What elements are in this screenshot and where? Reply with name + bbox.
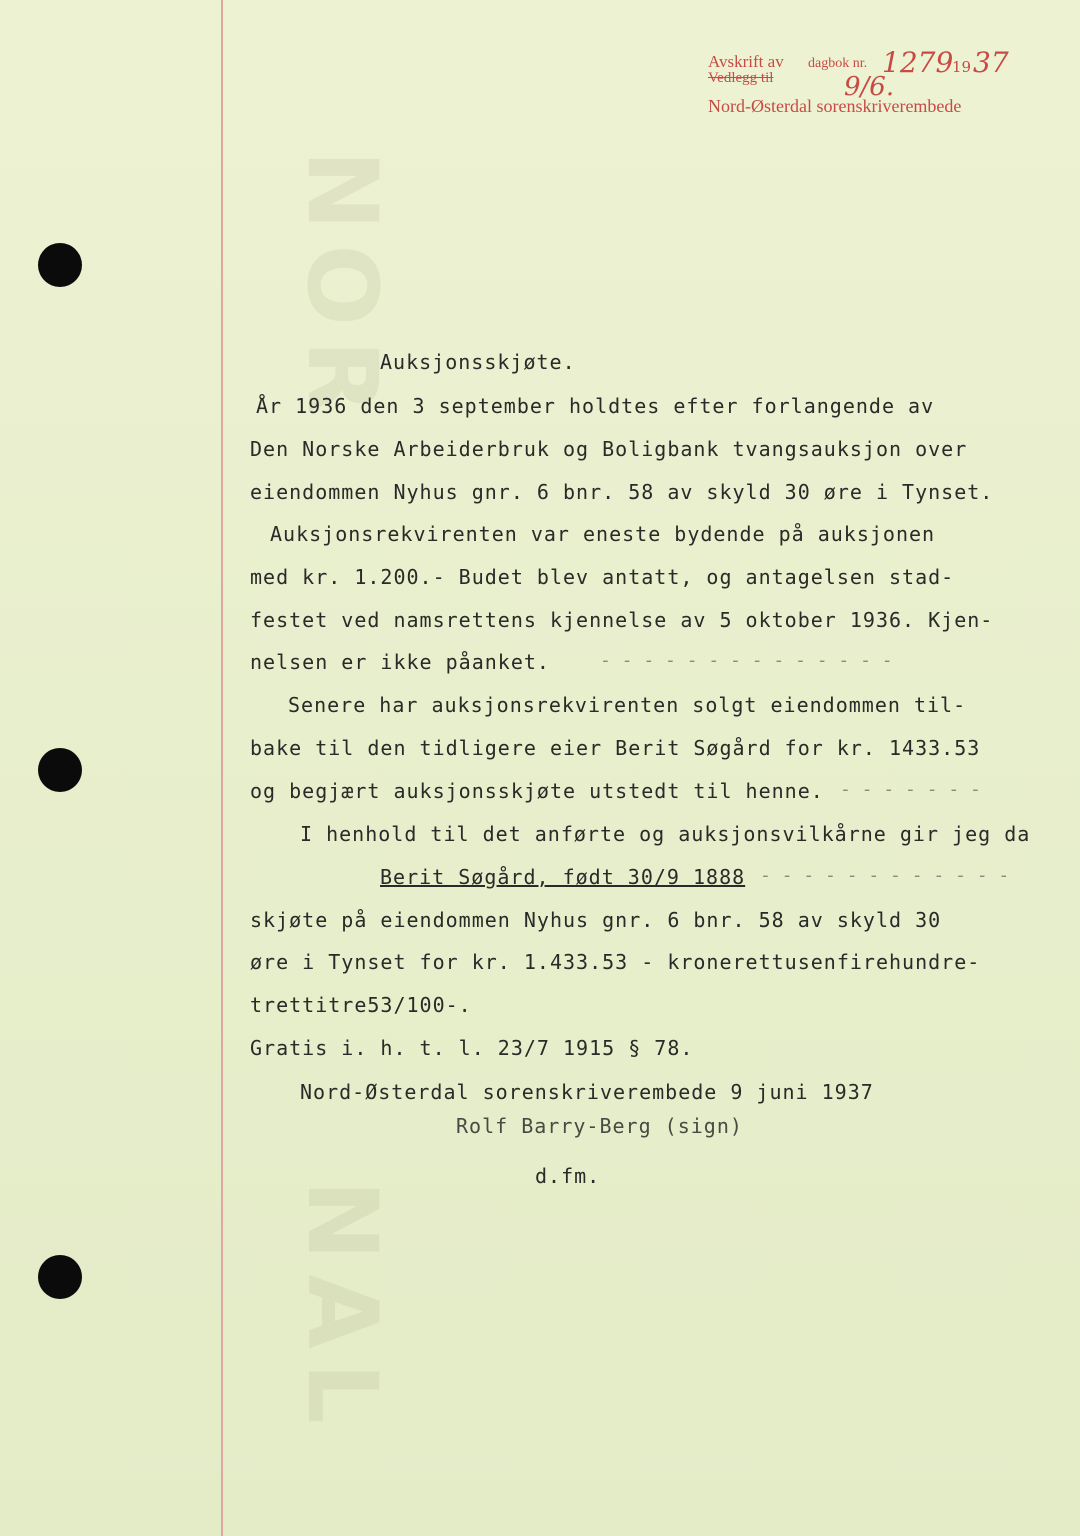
text-line: og begjært auksjonsskjøte utstedt til henne. bbox=[250, 779, 824, 803]
document-title: Auksjonsskjøte. bbox=[380, 350, 576, 374]
stamp-line-avskrift: Avskrift av dagbok nr. bbox=[708, 52, 868, 71]
text-line: Senere har auksjonsrekvirenten solgt eiendommen til- bbox=[288, 693, 967, 717]
dash-filler: - - - - - - - - - - - - bbox=[760, 865, 1010, 886]
signature-name: Rolf Barry-Berg (sign) bbox=[456, 1114, 743, 1138]
text-line: med kr. 1.200.- Budet blev antatt, og antagelsen stad- bbox=[250, 565, 955, 589]
text-line: Gratis i. h. t. l. 23/7 1915 § 78. bbox=[250, 1036, 694, 1060]
text-line: skjøte på eiendommen Nyhus gnr. 6 bnr. 58 av skyld 30 bbox=[250, 908, 942, 932]
text-line: trettitre53/100-. bbox=[250, 993, 472, 1017]
stamp-line-vedlegg: Vedlegg til bbox=[708, 70, 774, 86]
stamp-year-prefix: 19 bbox=[952, 58, 972, 76]
text-line: bake til den tidligere eier Berit Søgård for kr. 1433.53 bbox=[250, 736, 981, 760]
text-line: Den Norske Arbeiderbruk og Boligbank tvangsauksjon over bbox=[250, 437, 968, 461]
text-line: nelsen er ikke påanket. bbox=[250, 650, 550, 674]
handwritten-year: 37 bbox=[973, 46, 1009, 79]
watermark-bottom: NAL bbox=[286, 1180, 398, 1438]
punch-hole bbox=[38, 243, 82, 287]
handwritten-dagbok-number: 1279 bbox=[882, 46, 954, 79]
text-line: festet ved namsrettens kjennelse av 5 oktober 1936. Kjen- bbox=[250, 608, 994, 632]
margin-line bbox=[221, 0, 223, 1536]
text-line: øre i Tynset for kr. 1.433.53 - kronerettusenfirehundre- bbox=[250, 950, 981, 974]
text-line: År 1936 den 3 september holdtes efter forlangende av bbox=[256, 394, 935, 418]
punch-hole bbox=[38, 1255, 82, 1299]
text-line: Auksjonsrekvirenten var eneste bydende på auksjonen bbox=[270, 522, 936, 546]
watermark-top: NOR bbox=[286, 150, 398, 428]
dash-filler: - - - - - - - bbox=[840, 779, 981, 800]
grantee-name: Berit Søgård, født 30/9 1888 bbox=[380, 865, 746, 889]
stamp-dagbok-label: dagbok nr. bbox=[808, 56, 868, 71]
text-line: eiendommen Nyhus gnr. 6 bnr. 58 av skyld 30 øre i Tynset. bbox=[250, 480, 994, 504]
punch-hole bbox=[38, 748, 82, 792]
stamp-line-office: Nord-Østerdal sorenskriverembede bbox=[708, 96, 962, 116]
dash-filler: - - - - - - - - - - - - - - bbox=[600, 650, 893, 671]
handwritten-date: 9/6. bbox=[844, 72, 895, 102]
signature-initials: d.fm. bbox=[535, 1164, 601, 1188]
text-line: I henhold til det anførte og auksjonsvilkårne gir jeg da bbox=[300, 822, 1031, 846]
signature-office-line: Nord-Østerdal sorenskriverembede 9 juni 1937 bbox=[300, 1080, 874, 1104]
